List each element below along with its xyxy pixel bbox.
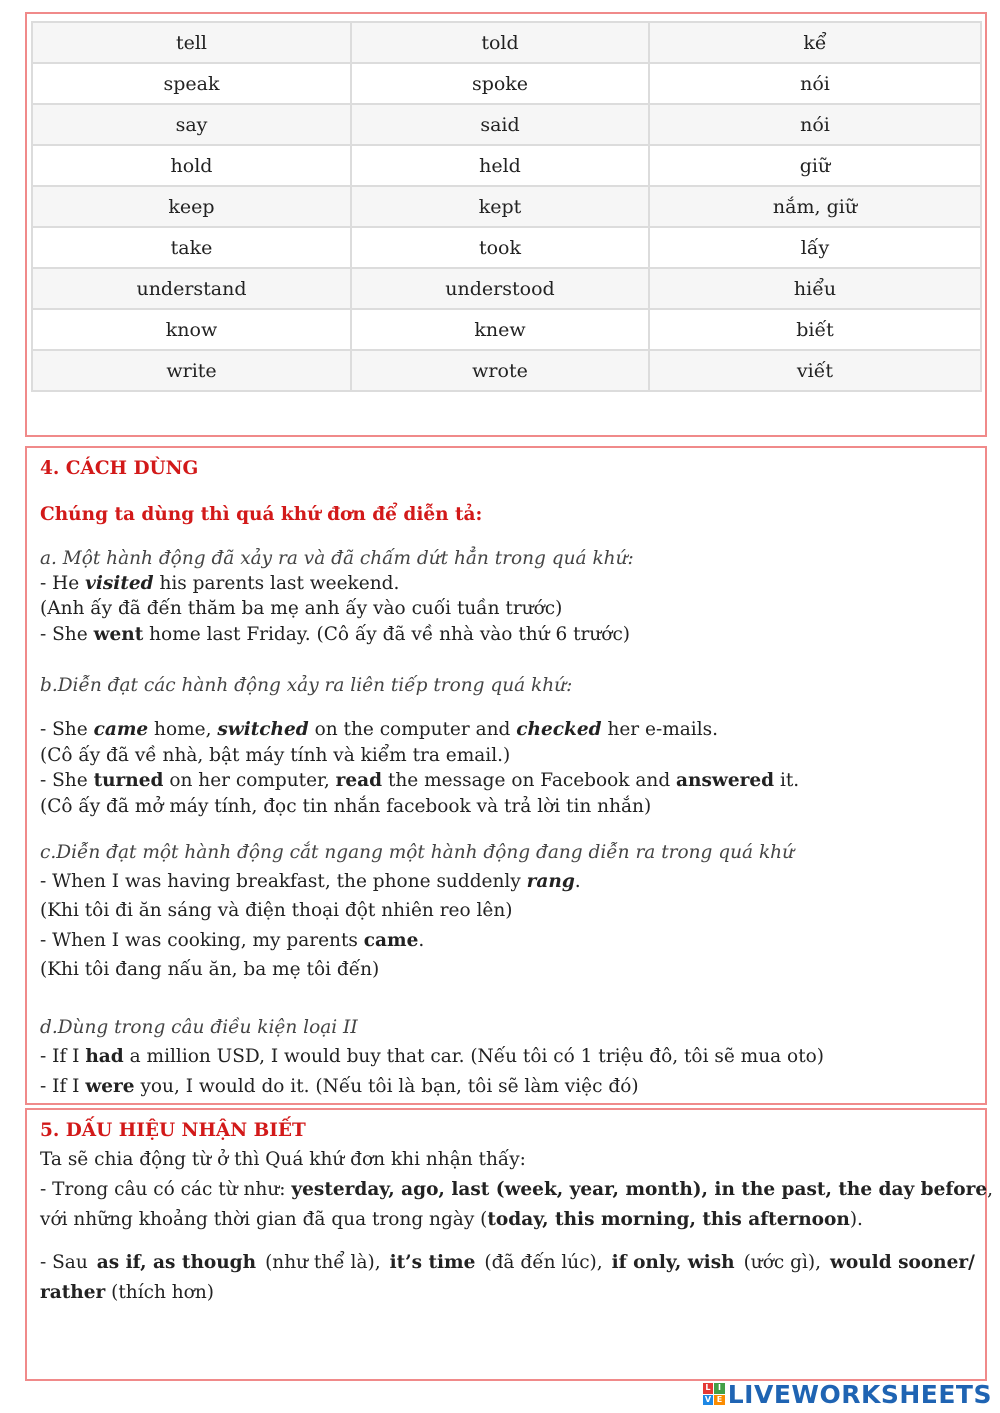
- verb-base-cell: say: [32, 104, 351, 145]
- table-row: [32, 22, 981, 63]
- verb-meaning-cell: nói: [649, 63, 981, 104]
- usage-a-title: a. Một hành động đã xảy ra và đã chấm dứt hẳn trong quá khứ:: [40, 548, 634, 569]
- usage-b-title: b.Diễn đạt các hành động xảy ra liên tiếp trong quá khứ:: [40, 675, 573, 696]
- verb-past-cell: knew: [351, 309, 649, 350]
- usage-c-translation-2: (Khi tôi đang nấu ăn, ba mẹ tôi đến): [40, 959, 380, 980]
- verb-base-cell: keep: [32, 186, 351, 227]
- usage-d-title: d.Dùng trong câu điều kiện loại II: [40, 1017, 358, 1038]
- table-row: [32, 309, 981, 350]
- verb-base-cell: know: [32, 309, 351, 350]
- signs-section: [25, 1108, 994, 1381]
- verb-past-cell: kept: [351, 186, 649, 227]
- verb-base-cell: take: [32, 227, 351, 268]
- verb-past-cell: spoke: [351, 63, 649, 104]
- verb-base-cell: speak: [32, 63, 351, 104]
- table-row: [32, 186, 981, 227]
- signs-heading: 5. DẤU HIỆU NHẬN BIẾT: [40, 1120, 306, 1141]
- table-row: [32, 104, 981, 145]
- usage-d-example-2: - If I were you, I would do it. (Nếu tôi là bạn, tôi sẽ làm việc đó): [40, 1076, 639, 1097]
- verb-meaning-cell: hiểu: [649, 268, 981, 309]
- usage-b-translation-1: (Cô ấy đã về nhà, bật máy tính và kiểm tra email.): [40, 745, 511, 766]
- usage-a-example-1: - He visited his parents last weekend.: [40, 573, 400, 594]
- usage-b-example-2: - She turned on her computer, read the message on Facebook and answered it.: [40, 770, 800, 791]
- usage-d-example-1: - If I had a million USD, I would buy that car. (Nếu tôi có 1 triệu đô, tôi sẽ mua oto): [40, 1046, 824, 1067]
- logo-mark-icon: L I V E: [703, 1383, 725, 1405]
- verb-table: [31, 21, 982, 392]
- verb-table-box: [25, 12, 987, 437]
- usage-c-example-2: - When I was cooking, my parents came.: [40, 930, 425, 951]
- usage-a-translation-1: (Anh ấy đã đến thăm ba mẹ anh ấy vào cuối tuần trước): [40, 598, 563, 619]
- table-row: [32, 227, 981, 268]
- usage-c-example-1: - When I was having breakfast, the phone suddenly rang.: [40, 871, 581, 892]
- usage-c-title: c.Diễn đạt một hành động cắt ngang một hành động đang diễn ra trong quá khứ: [40, 842, 794, 863]
- usage-intro: Chúng ta dùng thì quá khứ đơn để diễn tả:: [40, 504, 483, 525]
- verb-meaning-cell: viết: [649, 350, 981, 391]
- verb-base-cell: tell: [32, 22, 351, 63]
- verb-meaning-cell: nói: [649, 104, 981, 145]
- verb-meaning-cell: giữ: [649, 145, 981, 186]
- verb-past-cell: took: [351, 227, 649, 268]
- verb-base-cell: hold: [32, 145, 351, 186]
- verb-meaning-cell: kể: [649, 22, 981, 63]
- table-row: [32, 63, 981, 104]
- verb-base-cell: understand: [32, 268, 351, 309]
- verb-past-cell: held: [351, 145, 649, 186]
- signs-intro: Ta sẽ chia động từ ở thì Quá khứ đơn khi nhận thấy:: [40, 1149, 526, 1170]
- verb-meaning-cell: biết: [649, 309, 981, 350]
- verb-meaning-cell: lấy: [649, 227, 981, 268]
- verb-past-cell: wrote: [351, 350, 649, 391]
- verb-past-cell: said: [351, 104, 649, 145]
- usage-a-example-2: - She went home last Friday. (Cô ấy đã về nhà vào thứ 6 trước): [40, 624, 631, 645]
- usage-b-translation-2: (Cô ấy đã mở máy tính, đọc tin nhắn facebook và trả lời tin nhắn): [40, 796, 652, 817]
- verb-past-cell: told: [351, 22, 649, 63]
- liveworksheets-logo: [703, 1380, 992, 1408]
- verb-past-cell: understood: [351, 268, 649, 309]
- usage-heading: 4. CÁCH DÙNG: [40, 458, 199, 479]
- signs-line-1: - Trong câu có các từ như: yesterday, ago, last (week, year, month), in the past, the day before,: [40, 1179, 994, 1200]
- usage-c-translation-1: (Khi tôi đi ăn sáng và điện thoại đột nhiên reo lên): [40, 900, 513, 921]
- verb-meaning-cell: nắm, giữ: [649, 186, 981, 227]
- signs-line-2: với những khoảng thời gian đã qua trong ngày (today, this morning, this afternoon).: [40, 1209, 863, 1230]
- usage-section: [25, 446, 987, 1105]
- logo-text: LIVEWORKSHEETS: [727, 1379, 992, 1409]
- signs-line-4: rather (thích hơn): [40, 1282, 214, 1303]
- table-row: [32, 145, 981, 186]
- signs-line-3: - Sau as if, as though (như thể là), it’s time (đã đến lúc), if only, wish (ước gì), would sooner/: [40, 1252, 975, 1273]
- table-row: [32, 350, 981, 391]
- usage-b-example-1: - She came home, switched on the computer and checked her e-mails.: [40, 719, 719, 740]
- table-row: [32, 268, 981, 309]
- verb-base-cell: write: [32, 350, 351, 391]
